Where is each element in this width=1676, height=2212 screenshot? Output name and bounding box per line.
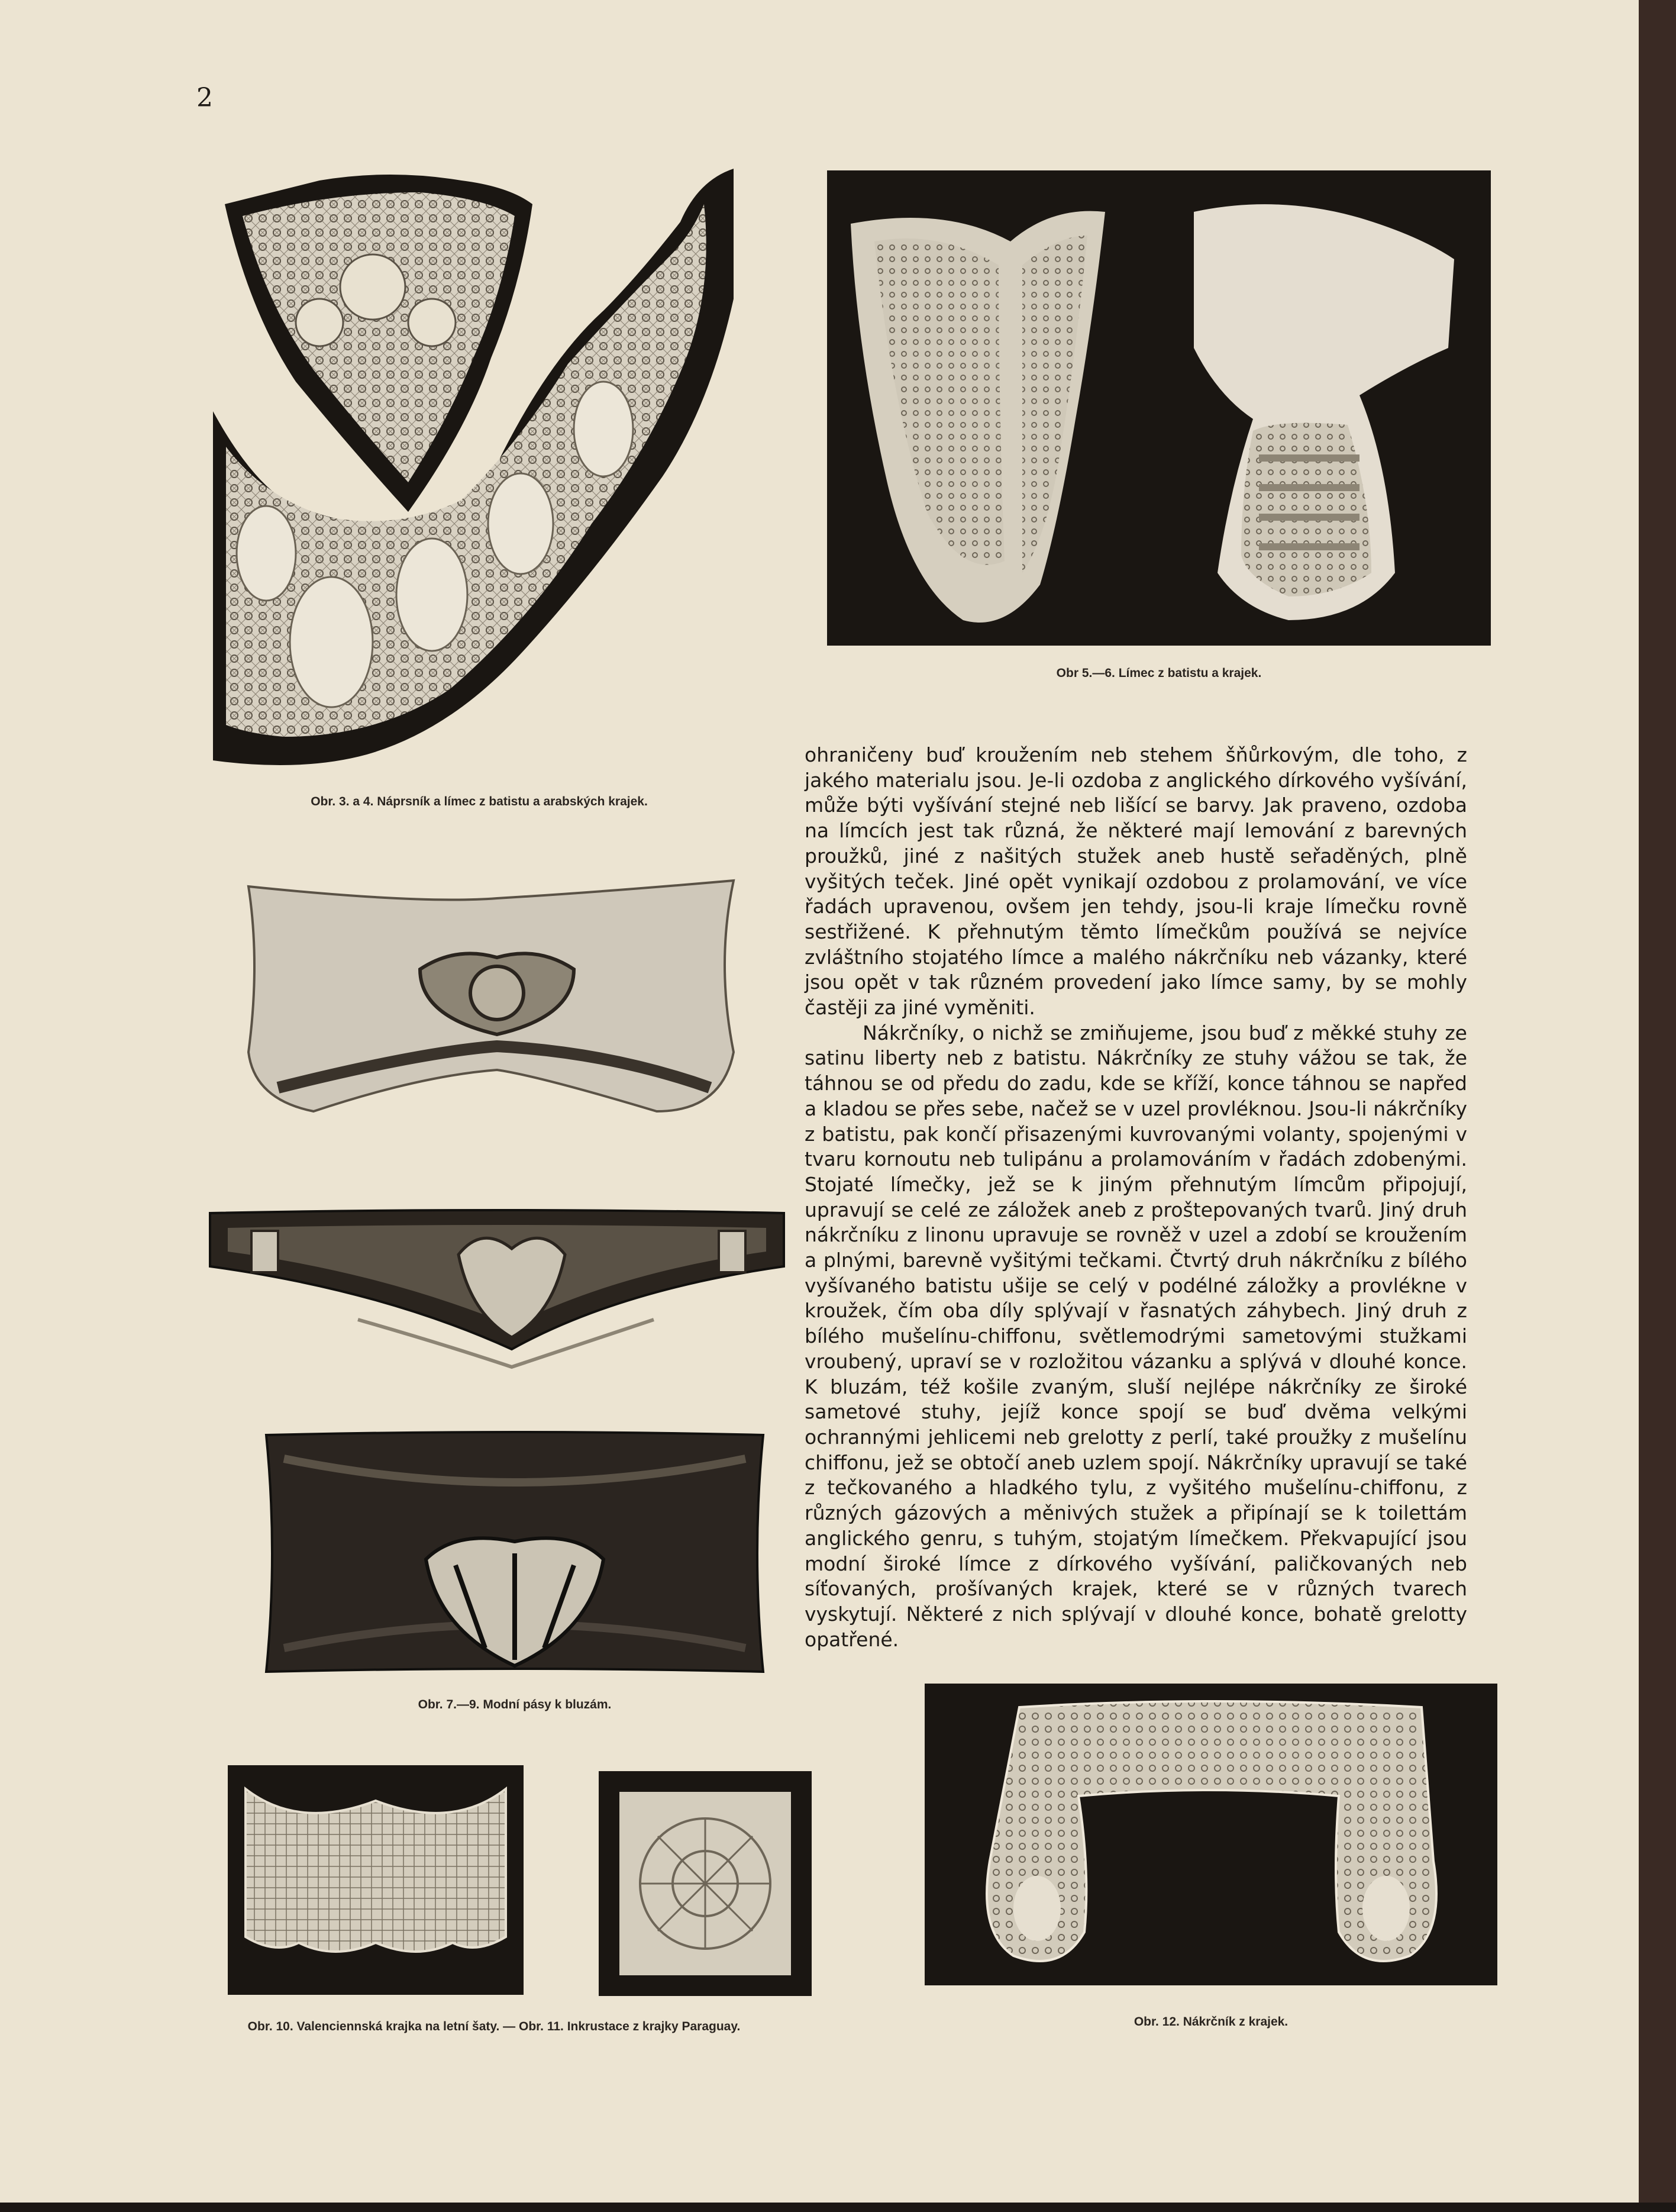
caption-fig-7-9: Obr. 7.—9. Modní pásy k bluzám. (418, 1698, 612, 1711)
caption-fig-3-4: Obr. 3. a 4. Náprsník a límec z batistu a arabských krajek. (311, 795, 648, 808)
figure-10-valenciennes-lace (228, 1765, 524, 1995)
figure-12-lace-neckpiece (925, 1684, 1497, 1985)
caption-fig-10-11: Obr. 10. Valenciennská krajka na letní šaty. — Obr. 11. Inkrustace z krajky Paraguay. (247, 2020, 741, 2033)
page-number: 2 (196, 83, 213, 113)
page-bottom-edge (0, 2203, 1676, 2212)
article-paragraph-1: ohraničeny buď kroužením neb stehem šňůrkovým, dle toho, z jakého materialu jsou. Je-li ozdoba z anglického dírkového vyšívání, může býti vyšívání stejné neb lišící se barvy. Jak praveno, ozdoba na límcích jest tak různá, že některé mají lemování z barevných proužků, jiné z našitých stužek aneb hustě seřaděných, plně vyšitých teček. Jiné opět vynikají ozdobou z prolamování, ve více řadách upravenou, ovšem jen tehdy, jsou-li kraje límečku rovně sestřižené. K přehnutým těmto límečkům používá se nejvíce zvláštního stojatého límce a malého nákrčníku neb vázanky, které jsou opět v tak různém provedení jako límce samy, by se mohly častěji za jiné vyměniti. (805, 743, 1467, 1020)
caption-fig-12: Obr. 12. Nákrčník z krajek. (1134, 2015, 1289, 2029)
figure-9-dark-satin-belt (260, 1423, 769, 1684)
figure-3-4-lace-collar (213, 169, 734, 778)
figure-11-paraguay-lace (599, 1771, 812, 1996)
figure-8-leather-belt (204, 1201, 790, 1379)
article-paragraph-2: Nákrčníky, o nichž se zmiňujeme, jsou buď z měkké stuhy ze satinu liberty neb z batistu. Nákrčníky ze stuhy vážou se tak, že táhnou se od předu do zadu, kde se kříží, konce táhnou se napřed a kladou se přes sebe, načež se v uzel provléknou. Jsou-li nákrčníky z batistu, pak končí přisazenými kuvrovanými volanty, spojenými v tvaru kornoutu neb tulipánu a prolamováním v řadách zdobenými. Stojaté límečky, jež se k jiným přehnutým límcům připojují, upravují se celé ze záložek aneb z proštepovaných tvarů. Jiný druh nákrčníku z linonu upravuje se rovněž v uzel a zdobí se kroužením a plnými, barevně vyšitými tečkami. Čtvrtý druh nákrčníku z bílého vyšívaného batistu ušije se celý v podélné záložky a provlékne v kroužek, čím oba díly splývají v řasnatých záhybech. Jiný druh z bílého mušelínu-chiffonu, světlemodrými sametovými stužkami vroubený, upraví se v rozložitou vázanku a splývá v dlouhé konce. K bluzám, též košile zvaným, sluší nejlépe nákrčníky ze široké sametové stuhy, jejíž konce spojí se buď dvěma velkými ochrannými jehlicemi neb grelotty z perlí, také proužky z mušelínu chiffonu, jež se obtočí aneb uzlem spojí. Nákrčníky upravují se také z tečkovaného a hladkého tylu, z vyšitého mušelínu-chiffonu, z různých gázových a měnivých stužek a připínají se k toilettám anglického genru, s tuhým, stojatým límečkem. Překvapující jsou modní široké límce z dírkového vyšívání, paličkovaných neb síťovaných, prošívaných krajek, které se v různých tvarech vyskytují. Některé z nich splývají v dlouhé konce, bohatě grelotty opatřené. (805, 1021, 1467, 1651)
caption-fig-5-6: Obr 5.—6. Límec z batistu a krajek. (1056, 666, 1262, 680)
figure-7-satin-belt (243, 875, 745, 1123)
page-edge-shadow (1639, 0, 1676, 2212)
article-text (805, 743, 1467, 1652)
figure-5-6-collar-photo (827, 170, 1491, 646)
